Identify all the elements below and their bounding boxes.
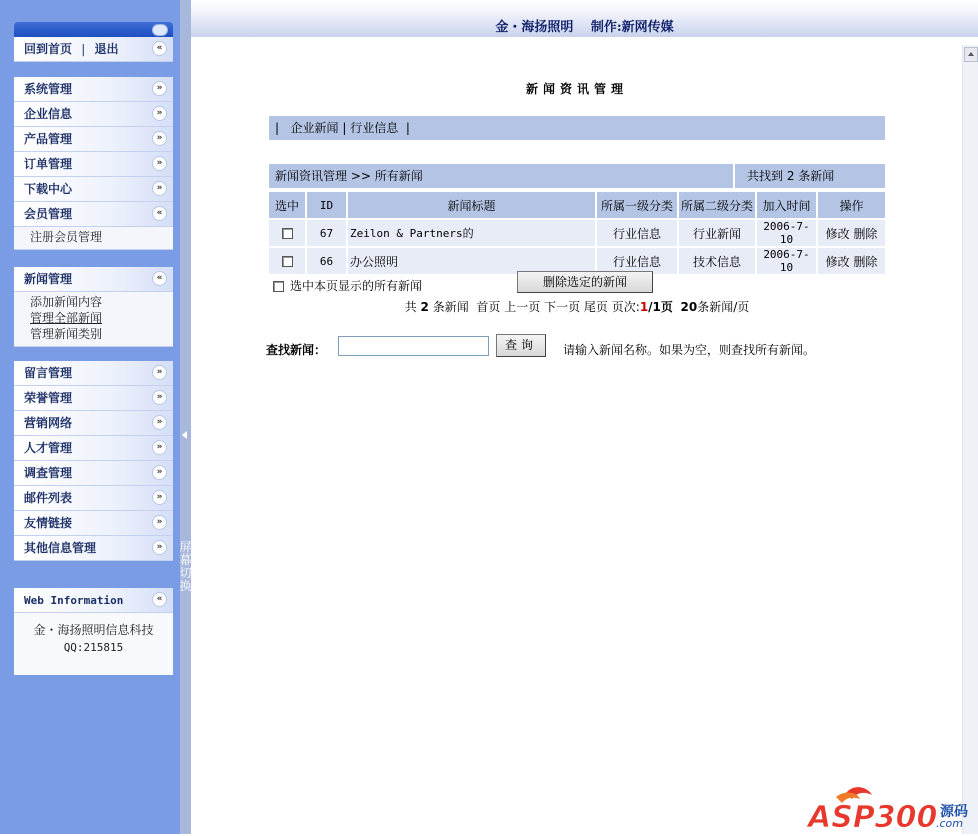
column-header-actions: 操作	[818, 192, 885, 218]
menu-news-label: 新闻管理	[24, 272, 73, 286]
menu-survey[interactable]	[14, 461, 173, 486]
select-all-row	[273, 277, 422, 294]
web-info-body	[14, 613, 173, 675]
search-label: 查找新闻：	[266, 343, 327, 357]
divider	[733, 164, 735, 188]
edit-link[interactable]: 修改	[825, 226, 850, 241]
pager-first[interactable]: 首页	[476, 300, 501, 314]
top-links-box	[14, 37, 173, 62]
screen-splitter[interactable]	[180, 0, 191, 834]
news-id: 66	[307, 246, 348, 274]
pager-per-page: 20	[680, 300, 698, 314]
menu-links-label: 友情链接	[24, 516, 73, 530]
category-separator: |	[342, 121, 347, 135]
chevron-down-icon[interactable]: »	[152, 106, 167, 121]
news-table	[269, 192, 885, 274]
chevron-down-icon[interactable]: »	[152, 156, 167, 171]
row-select-cell	[269, 218, 307, 246]
search-hint: 请输入新闻名称。如果为空，则查找所有新闻。	[563, 343, 816, 357]
menu-mail[interactable]	[14, 486, 173, 511]
sidebar-toggle-icon[interactable]	[152, 24, 168, 36]
table-header-row	[269, 192, 885, 218]
menu-honors-label: 荣誉管理	[24, 391, 73, 405]
chevron-up-icon[interactable]: «	[152, 206, 167, 221]
column-header-date: 加入时间	[757, 192, 818, 218]
home-link[interactable]: 回到首页	[24, 42, 73, 56]
menu-orders[interactable]	[14, 152, 173, 177]
menu-links[interactable]	[14, 511, 173, 536]
chevron-down-icon[interactable]: »	[152, 415, 167, 430]
news-cat1: 行业信息	[597, 246, 679, 274]
chevron-up-icon[interactable]: «	[152, 271, 167, 286]
company-name: 金・海扬照明信息科技	[33, 623, 154, 637]
menu-products-label: 产品管理	[24, 132, 73, 146]
news-title[interactable]: Zeilon & Partners的	[348, 218, 597, 246]
pager-current: 1	[639, 300, 649, 314]
sidebar-top-bar	[14, 22, 173, 37]
menu-system[interactable]	[14, 77, 173, 102]
top-links-separator: |	[81, 42, 86, 56]
category-bar	[269, 116, 885, 140]
company-qq: QQ:215815	[63, 641, 124, 654]
web-info-box	[14, 588, 173, 675]
menu-orders-label: 订单管理	[24, 157, 73, 171]
asp300-logo	[806, 783, 976, 833]
collapse-arrow-icon[interactable]	[182, 431, 187, 439]
news-title[interactable]: 办公照明	[348, 246, 597, 274]
category-link-industry-info[interactable]: 行业信息	[350, 121, 399, 135]
top-links	[14, 37, 173, 62]
row-actions	[818, 246, 885, 274]
menu-products[interactable]	[14, 127, 173, 152]
news-date: 2006-7-10	[757, 246, 818, 274]
vertical-scrollbar[interactable]	[962, 45, 978, 834]
news-submenu	[14, 292, 173, 347]
select-all-checkbox[interactable]	[273, 281, 284, 292]
chevron-down-icon[interactable]: »	[152, 490, 167, 505]
news-cat2: 行业新闻	[679, 218, 757, 246]
menu-other-label: 其他信息管理	[24, 541, 97, 555]
chevron-down-icon[interactable]: »	[152, 81, 167, 96]
menu-messages-label: 留言管理	[24, 366, 73, 380]
logo-domain: .com	[936, 817, 963, 830]
chevron-down-icon[interactable]: »	[152, 181, 167, 196]
column-header-title: 新闻标题	[348, 192, 597, 218]
members-submenu	[14, 227, 173, 250]
delete-selected-button[interactable]: 删除选定的新闻	[517, 271, 653, 293]
chevron-down-icon[interactable]: »	[152, 540, 167, 555]
chevron-up-icon[interactable]: «	[152, 592, 167, 607]
chevron-down-icon[interactable]: »	[152, 440, 167, 455]
category-link-company-news[interactable]: 企业新闻	[290, 121, 339, 135]
menu-marketing-label: 营销网络	[24, 416, 73, 430]
logo-suffix: 源码	[940, 804, 968, 820]
news-date: 2006-7-10	[757, 218, 818, 246]
pager-count: 2	[420, 300, 429, 314]
sidebar-item-manage-news[interactable]: 管理全部新闻	[30, 311, 103, 325]
menu-company-label: 企业信息	[24, 107, 73, 121]
search-input[interactable]	[338, 336, 489, 356]
select-all-label[interactable]: 选中本页显示的所有新闻	[290, 279, 423, 293]
row-actions	[818, 218, 885, 246]
menu-talent[interactable]	[14, 436, 173, 461]
breadcrumb-bar	[269, 164, 885, 188]
pager-prefix: 共	[404, 300, 417, 314]
screen-switch-label[interactable]: 屏幕切换	[179, 540, 192, 593]
menu-downloads[interactable]	[14, 177, 173, 202]
delete-link[interactable]: 删除	[853, 226, 878, 241]
search-button[interactable]: 查询	[496, 334, 546, 357]
pager-per-page-suffix: 条新闻/页	[697, 300, 750, 314]
menu-group-news	[14, 267, 173, 347]
pager-last[interactable]: 尾页	[583, 300, 608, 314]
sidebar-item-news-categories[interactable]: 管理新闻类别	[30, 327, 103, 341]
delete-link[interactable]: 删除	[853, 254, 878, 269]
scroll-up-icon[interactable]	[964, 47, 978, 62]
row-checkbox[interactable]	[282, 256, 293, 267]
row-select-cell	[269, 246, 307, 274]
table-row	[269, 246, 885, 274]
menu-mail-label: 邮件列表	[24, 491, 73, 505]
chevron-down-icon[interactable]: »	[152, 515, 167, 530]
column-header-id: ID	[307, 192, 348, 218]
menu-marketing[interactable]	[14, 411, 173, 436]
edit-link[interactable]: 修改	[825, 254, 850, 269]
category-separator: |	[405, 121, 410, 135]
logo-text: ASP300	[808, 800, 938, 833]
table-row	[269, 218, 885, 246]
chevron-down-icon[interactable]: »	[152, 131, 167, 146]
chevron-up-icon[interactable]: «	[152, 41, 167, 56]
web-info-title	[14, 588, 173, 613]
pagination	[269, 298, 885, 315]
pager-next[interactable]: 下一页	[544, 300, 581, 314]
menu-messages[interactable]	[14, 361, 173, 386]
row-checkbox[interactable]	[282, 228, 293, 239]
chevron-down-icon[interactable]: »	[152, 365, 167, 380]
breadcrumb: 新闻资讯管理 >> 所有新闻	[275, 169, 423, 183]
menu-news[interactable]	[14, 267, 173, 292]
column-header-cat2: 所属二级分类	[679, 192, 757, 218]
menu-system-label: 系统管理	[24, 82, 73, 96]
sidebar-item-member-manage[interactable]: 注册会员管理	[30, 230, 103, 244]
site-title: 金・海扬照明 制作:新网传媒	[495, 20, 674, 35]
menu-other[interactable]	[14, 536, 173, 561]
news-id: 67	[307, 218, 348, 246]
header	[191, 0, 978, 37]
chevron-down-icon[interactable]: »	[152, 465, 167, 480]
chevron-down-icon[interactable]: »	[152, 390, 167, 405]
column-header-select: 选中	[269, 192, 307, 218]
column-header-cat1: 所属一级分类	[597, 192, 679, 218]
menu-talent-label: 人才管理	[24, 441, 73, 455]
menu-downloads-label: 下载中心	[24, 182, 73, 196]
result-count: 共找到 2 条新闻	[747, 169, 835, 183]
news-cat1: 行业信息	[597, 218, 679, 246]
news-cat2: 技术信息	[679, 246, 757, 274]
pager-suffix: 条新闻	[432, 300, 469, 314]
pager-pages-label: 页次:	[611, 300, 640, 314]
menu-group-1	[14, 77, 173, 250]
menu-members[interactable]	[14, 202, 173, 227]
menu-group-2	[14, 361, 173, 561]
menu-survey-label: 调查管理	[24, 466, 73, 480]
menu-members-label: 会员管理	[24, 207, 73, 221]
sidebar-item-add-news[interactable]: 添加新闻内容	[30, 295, 103, 309]
pager-total: /1页	[648, 300, 673, 314]
pager-prev[interactable]: 上一页	[504, 300, 541, 314]
web-info-title-text: Web Information	[24, 594, 124, 607]
sidebar	[0, 0, 180, 834]
category-separator: |	[275, 121, 280, 135]
page-title: 新闻资讯管理	[525, 82, 628, 96]
menu-company[interactable]	[14, 102, 173, 127]
logout-link[interactable]: 退出	[94, 42, 119, 56]
menu-honors[interactable]	[14, 386, 173, 411]
